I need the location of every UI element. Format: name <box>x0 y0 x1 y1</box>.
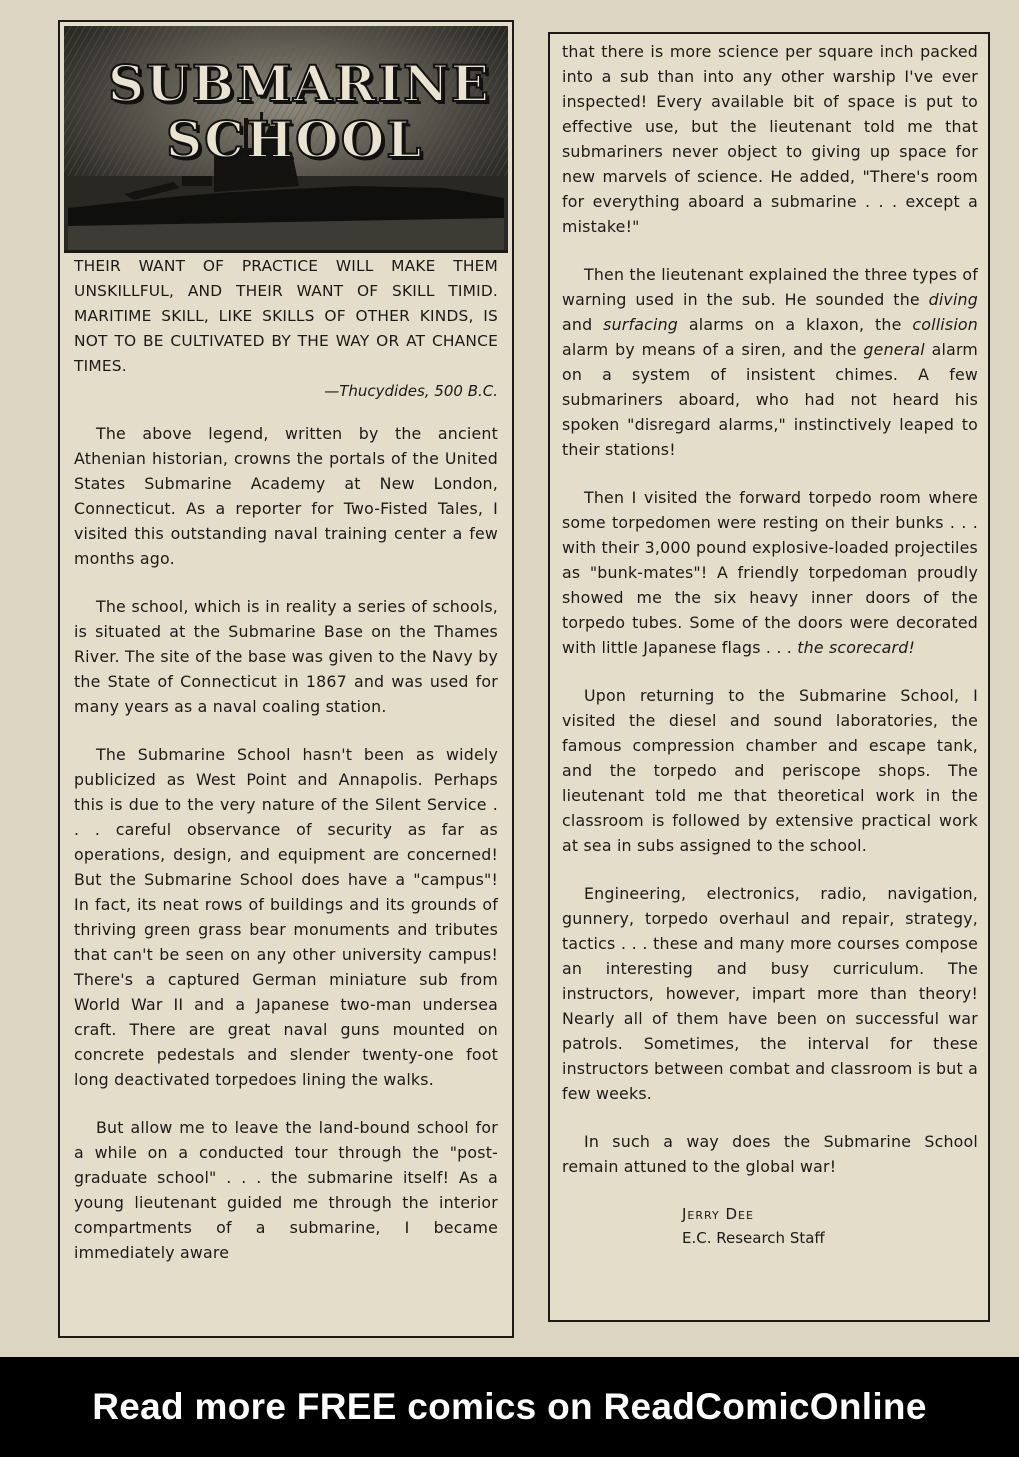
text-run: alarms on a klaxon, the <box>678 315 913 334</box>
epigraph-attribution: —Thucydides, 500 B.C. <box>324 382 498 400</box>
paragraph: But allow me to leave the land-bound school for a while on a conducted tour through the "post-graduate school" . . . the submarine itself! As a young lieutenant guided me through the interior compartments of a submarine, I became immediately aware <box>74 1118 498 1262</box>
paragraph: Upon returning to the Submarine School, I visited the diesel and sound laboratories, the famous compression chamber and escape tank, and the torpedo and periscope shops. The lieutenant told me that theoretical work in the classroom is followed by extensive practical work at sea in subs assigned to the school. <box>562 686 978 855</box>
left-column <box>58 20 514 1338</box>
text-run: alarm on a system of insistent chimes. A few submariners aboard, who had not heard his spoken "disregard alarms," instinctively leaped to their stations! <box>562 340 979 459</box>
promo-banner[interactable]: Read more FREE comics on ReadComicOnline <box>0 1357 1019 1457</box>
epigraph-quote: THEIR WANT OF PRACTICE WILL MAKE THEM UNSKILLFUL, AND THEIR WANT OF SKILL TIMID. MARITIME SKILL, LIKE SKILLS OF OTHER KINDS, IS NOT TO BE CULTIVATED BY THE WAY OR AT CHANCE TIMES. <box>74 257 498 375</box>
paragraph: In such a way does the Submarine School remain attuned to the global war! <box>562 1132 978 1176</box>
right-column-text <box>562 39 978 1250</box>
byline <box>682 1202 978 1250</box>
emphasis: surfacing <box>603 315 679 334</box>
title-panel <box>64 26 508 253</box>
title-line-2: SCHOOL <box>166 110 424 169</box>
author-staff: E.C. Research Staff <box>682 1229 825 1247</box>
right-column <box>548 32 990 1322</box>
emphasis: the scorecard! <box>797 638 915 657</box>
paragraph <box>562 485 978 660</box>
paragraph: The above legend, written by the ancient Athenian historian, crowns the portals of the United States Submarine Academy at New London, Connecticut. As a reporter for Two-Fisted Tales, I visited this outstanding naval training center a few months ago. <box>74 424 498 568</box>
title-line-1: SUBMARINE <box>108 54 491 113</box>
paragraph: The Submarine School hasn't been as widely publicized as West Point and Annapolis. Perhaps this is due to the very nature of the Silent Service . . . careful observance of security as far as operations, design, and equipment are concerned! But the Submarine School does have a "campus"! In fact, its neat rows of buildings and its grounds of thriving green grass bear monuments and tributes that can't be seen on any other university campus! There's a captured German miniature sub from World War II and a Japanese two-man undersea craft. There are great naval guns mounted on concrete pedestals and slender twenty-one foot long deactivated torpedoes lining the walks. <box>74 745 498 1089</box>
paragraph: Engineering, electronics, radio, navigation, gunnery, torpedo overhaul and repair, strategy, tactics . . . these and many more courses compose an interesting and busy curriculum. The instructors, however, impart more than theory! Nearly all of them have been on successful war patrols. Sometimes, the interval for these instructors between combat and classroom is but a few weeks. <box>562 884 978 1103</box>
emphasis: general <box>863 340 925 359</box>
paragraph <box>562 262 978 462</box>
emphasis: diving <box>928 290 978 309</box>
left-column-text <box>74 254 498 1288</box>
paragraph: that there is more science per square inch packed into a sub than into any other warship I've ever inspected! Every available bit of space is put to effective use, but the lieutenant told me that submariners never object to giving up space for new marvels of science. He added, "There's room for everything aboard a submarine . . . except a mistake!" <box>562 42 978 236</box>
author-name: Jerry Dee <box>682 1205 754 1223</box>
text-run: Then I visited the forward torpedo room where some torpedomen were resting on their bunks . . . with their 3,000 pound explosive-loaded projectiles as "bunk-mates"! A friendly torpedoman proudly showed me the six heavy inner doors of the torpedo tubes. Some of the doors were decorated with little Japanese flags . . . <box>562 488 978 657</box>
emphasis: collision <box>912 315 978 334</box>
text-run: Then the lieutenant explained the three types of warning used in the sub. He sounded the <box>562 265 978 309</box>
paragraph: The school, which is in reality a series of schools, is situated at the Submarine Base on the Thames River. The site of the base was given to the Navy by the State of Connecticut in 1867 and was used for many years as a naval coaling station. <box>74 597 498 716</box>
text-run: and <box>562 315 604 334</box>
text-run: alarm by means of a siren, and the <box>562 340 864 359</box>
